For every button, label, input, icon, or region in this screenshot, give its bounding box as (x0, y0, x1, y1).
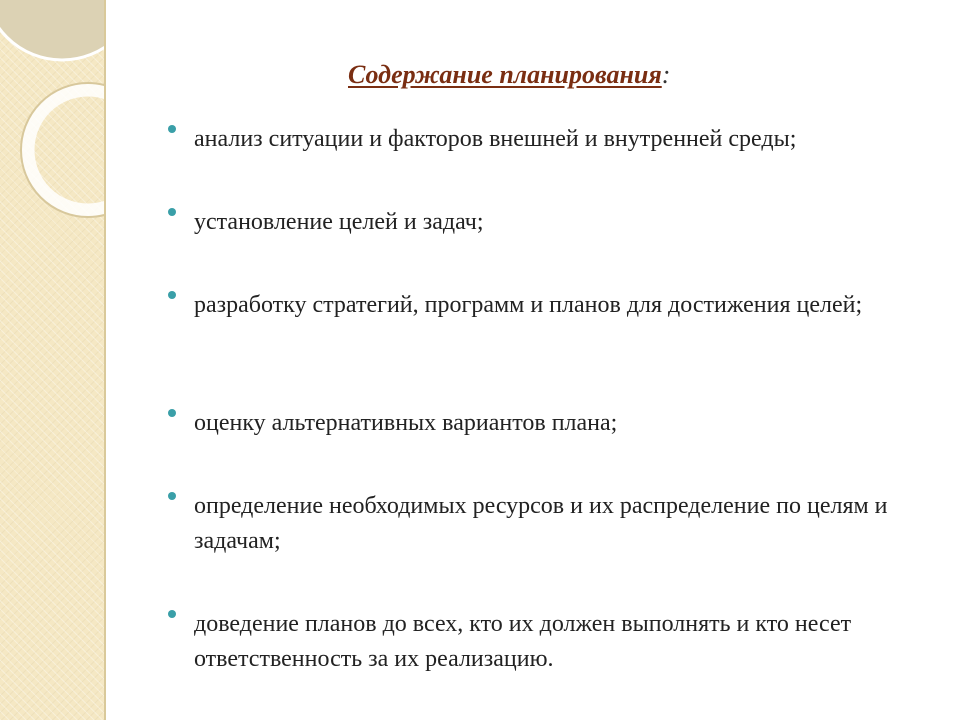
bullet-text: определение необходимых ресурсов и их распределение по целям и задачам; (194, 493, 888, 554)
bullet-icon (168, 492, 176, 500)
bullet-icon (168, 125, 176, 133)
bullet-item (168, 607, 928, 677)
bullet-text: доведение планов до всех, кто их должен выполнять и кто несет ответственность за их реализацию. (194, 611, 852, 672)
bullet-item (168, 406, 928, 441)
bullet-text: разработку стратегий, программ и планов для достижения целей; (194, 292, 863, 318)
slide-title-text: Содержание планирования (348, 60, 662, 89)
bullet-text: анализ ситуации и факторов внешней и внутренней среды; (194, 126, 797, 152)
bullet-icon (168, 291, 176, 299)
bullet-icon (168, 208, 176, 216)
bullet-icon (168, 409, 176, 417)
bullet-icon (168, 610, 176, 618)
bullet-item (168, 122, 928, 157)
bullet-item (168, 205, 928, 240)
slide-title-colon: : (661, 60, 671, 89)
bullet-item (168, 489, 928, 559)
bullet-text: установление целей и задач; (194, 209, 484, 235)
bullet-item (168, 288, 928, 323)
bullet-text: оценку альтернативных вариантов плана; (194, 410, 618, 436)
